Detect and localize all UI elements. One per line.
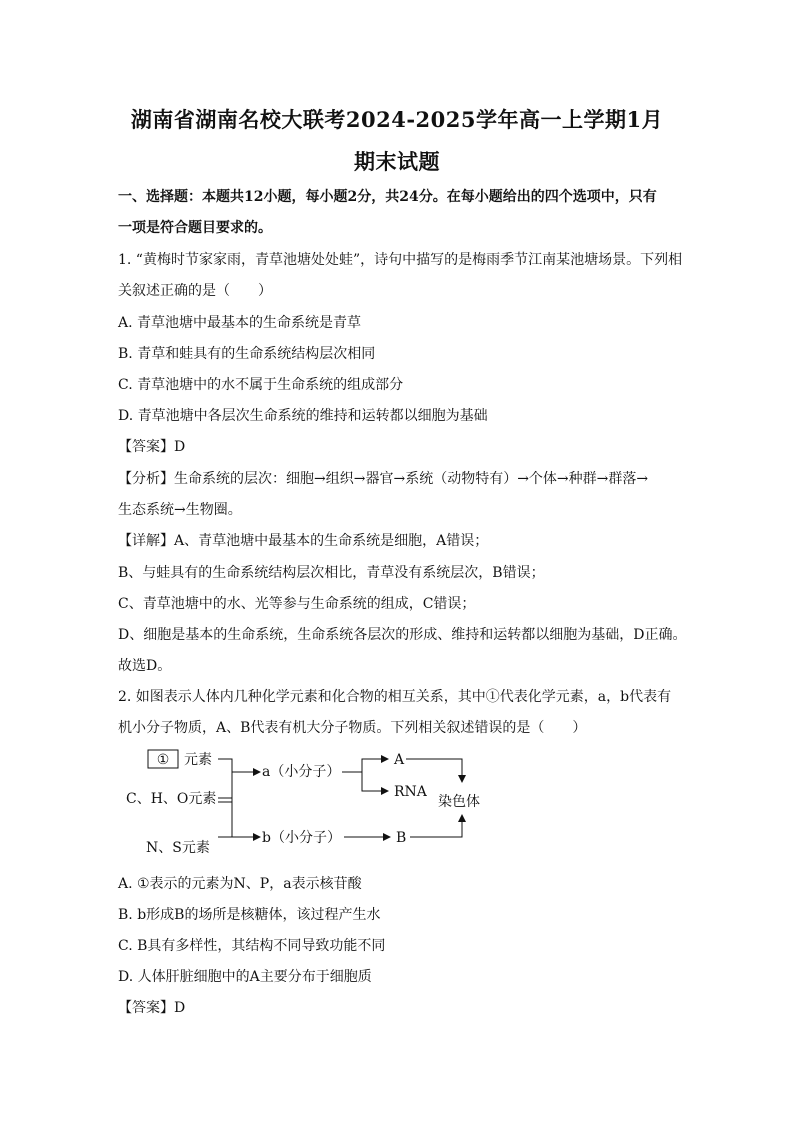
q1-stem-line1: 1. “黄梅时节家家雨，青草池塘处处蛙”，诗句中描写的是梅雨季节江南某池塘场景。下列相 [118,252,683,268]
arrow-a-to-A [342,759,388,772]
q1-option-d: D. 青草池塘中各层次生命系统的维持和运转都以细胞为基础 [118,408,488,424]
node-RNA: RNA [394,784,427,800]
q2-option-b: B. b形成B的场所是核糖体，该过程产生水 [118,907,381,923]
q1-detail-line4: D、细胞是基本的生命系统，生命系统各层次的形成、维持和运转都以细胞为基础，D正确。 [118,627,687,643]
elements-label-2: C、H、O元素 [126,791,217,807]
q2-option-a: A. ①表示的元素为N、P，a表示核苷酸 [118,876,362,892]
section-heading-line2: 一项是符合题目要求的。 [118,220,272,236]
q1-answer: 【答案】D [118,439,186,455]
element-box-label: ① [156,752,170,768]
q2-stem-line2: 机小分子物质，A、B代表有机大分子物质。下列相关叙述错误的是（ ） [118,720,587,736]
elements-label-1: 元素 [184,752,212,768]
q1-analysis-line1: 【分析】生命系统的层次：细胞→组织→器官→系统（动物特有）→个体→种群→群落→ [118,471,649,487]
q1-option-a: A. 青草池塘中最基本的生命系统是青草 [118,315,362,331]
node-a: a（小分子） [262,764,341,780]
q2-option-c: C. B具有多样性，其结构不同导致功能不同 [118,938,386,954]
page-title-line1: 湖南省湖南名校大联考2024-2025学年高一上学期1月 [130,107,664,132]
q1-analysis-line2: 生态系统→生物圈。 [118,502,242,518]
q2-option-d: D. 人体肝脏细胞中的A主要分布于细胞质 [118,969,372,985]
q1-detail-line1: 【详解】A、青草池塘中最基本的生命系统是细胞，A错误； [118,533,489,549]
arrow-a-to-RNA [362,772,388,791]
node-A: A [394,752,405,768]
node-chromosome: 染色体 [438,794,480,810]
q1-detail-line3: C、青草池塘中的水、光等参与生命系统的组成，C错误； [118,596,476,612]
element-relationship-diagram [110,742,510,872]
node-B: B [396,830,407,846]
q2-stem-line1: 2. 如图表示人体内几种化学元素和化合物的相互关系，其中①代表化学元素，a，b代表有 [118,689,672,705]
arrow-B-to-chromosome [410,815,462,837]
q1-detail-line2: B、与蛙具有的生命系统结构层次相比，青草没有系统层次，B错误； [118,565,545,581]
arrow-A-to-chromosome [406,759,462,782]
q1-detail-line5: 故选D。 [118,658,172,674]
q1-option-b: B. 青草和蛙具有的生命系统结构层次相同 [118,346,376,362]
section-heading-line1: 一、选择题：本题共12小题，每小题2分，共24分。在每小题给出的四个选项中，只有 [118,189,657,205]
q2-answer: 【答案】D [118,1000,186,1016]
page-title-line2: 期末试题 [354,149,440,174]
q1-stem-line2: 关叙述正确的是（ ） [118,283,272,299]
elements-label-3: N、S元素 [146,840,210,856]
q1-option-c: C. 青草池塘中的水不属于生命系统的组成部分 [118,377,404,393]
node-b: b（小分子） [262,830,341,846]
